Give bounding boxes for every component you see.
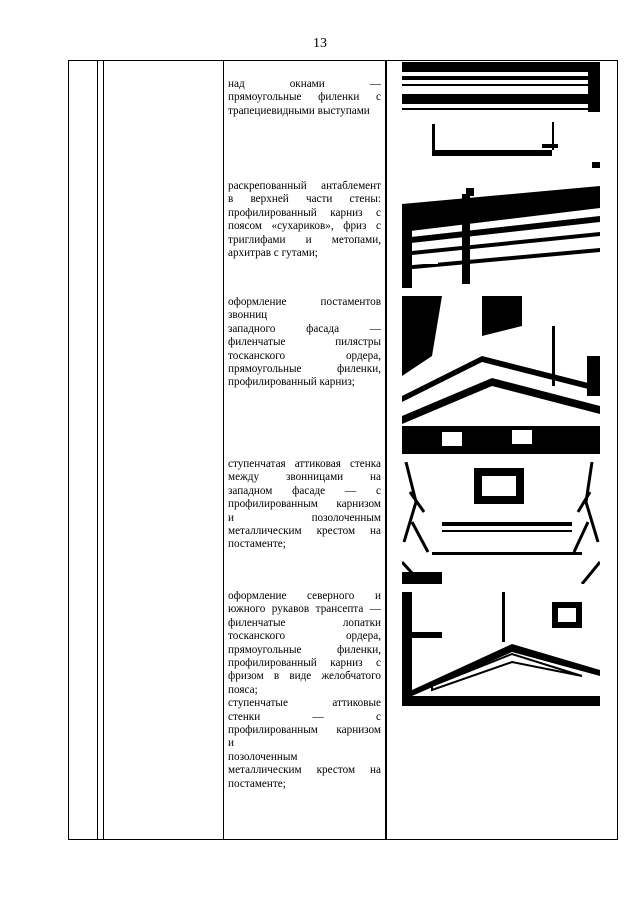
desc-line: металлическим крестом на <box>228 525 381 538</box>
desc-line: металлическим крестом на <box>228 764 381 777</box>
desc-line: триглифами и метопами, <box>228 233 381 246</box>
desc-line: западном фасаде — с <box>228 484 381 497</box>
desc-line: фризом в виде желобчатого <box>228 670 381 683</box>
desc-line: над окнами — <box>228 78 381 90</box>
desc-line: и позолоченным <box>228 511 381 524</box>
desc-line: прямоугольные филенки, <box>228 363 381 376</box>
desc-line: ступенчатые аттиковые <box>228 697 381 710</box>
desc-line: поясом «сухариков», фриз с <box>228 220 381 233</box>
desc-line: трапециевидными выступами <box>228 104 370 117</box>
desc-line: прямоугольные филенки, <box>228 643 381 656</box>
desc-line: тосканского ордера, <box>228 349 381 362</box>
desc-line: профилированный карниз с <box>228 206 381 219</box>
description-window-panels <box>228 78 381 118</box>
desc-line: филенчатые пилястры <box>228 336 381 349</box>
desc-line: постаменте; <box>228 538 286 551</box>
page-number: 13 <box>313 36 327 51</box>
description-belfry-pedestal <box>228 296 381 390</box>
desc-line: профилированный карниз с <box>228 657 381 670</box>
desc-line: между звонницами на <box>228 471 381 484</box>
desc-line: филенчатые лопатки <box>228 616 381 629</box>
desc-line: раскрепованный антаблемент <box>228 180 381 192</box>
column-divider <box>223 61 224 839</box>
description-transept <box>228 590 381 791</box>
desc-line: западного фасада — <box>228 322 381 335</box>
desc-line: пояса; <box>228 683 258 696</box>
photo-attic-wall <box>402 462 600 584</box>
desc-line: профилированным карнизом <box>228 498 381 511</box>
desc-line: оформление постаментов <box>228 296 381 308</box>
description-attic-wall <box>228 458 381 552</box>
desc-line: профилированным карнизом <box>228 724 381 737</box>
column-divider <box>385 61 387 839</box>
desc-line: прямоугольные филенки с <box>228 91 381 104</box>
photo-belfry-pedestal <box>402 296 600 454</box>
desc-line: стенки — с <box>228 710 381 723</box>
photo-window-panels <box>402 62 600 170</box>
desc-line: южного рукавов трансепта — <box>228 603 381 616</box>
desc-line: архитрав с гутами; <box>228 247 318 260</box>
column-divider <box>97 61 98 839</box>
column-divider <box>103 61 104 839</box>
description-entablature <box>228 180 381 260</box>
photo-entablature <box>402 186 600 288</box>
desc-line: звонниц <box>228 309 268 322</box>
desc-line: постаменте; <box>228 777 286 790</box>
desc-line: ступенчатая аттиковая стенка <box>228 458 381 470</box>
desc-line: тосканского ордера, <box>228 630 381 643</box>
photo-transept <box>402 592 600 706</box>
desc-line: в верхней части стены: <box>228 193 381 206</box>
desc-line: позолоченным <box>228 750 298 763</box>
desc-line: профилированный карниз; <box>228 376 355 389</box>
desc-line: и <box>228 737 234 750</box>
desc-line: оформление северного и <box>228 590 381 602</box>
